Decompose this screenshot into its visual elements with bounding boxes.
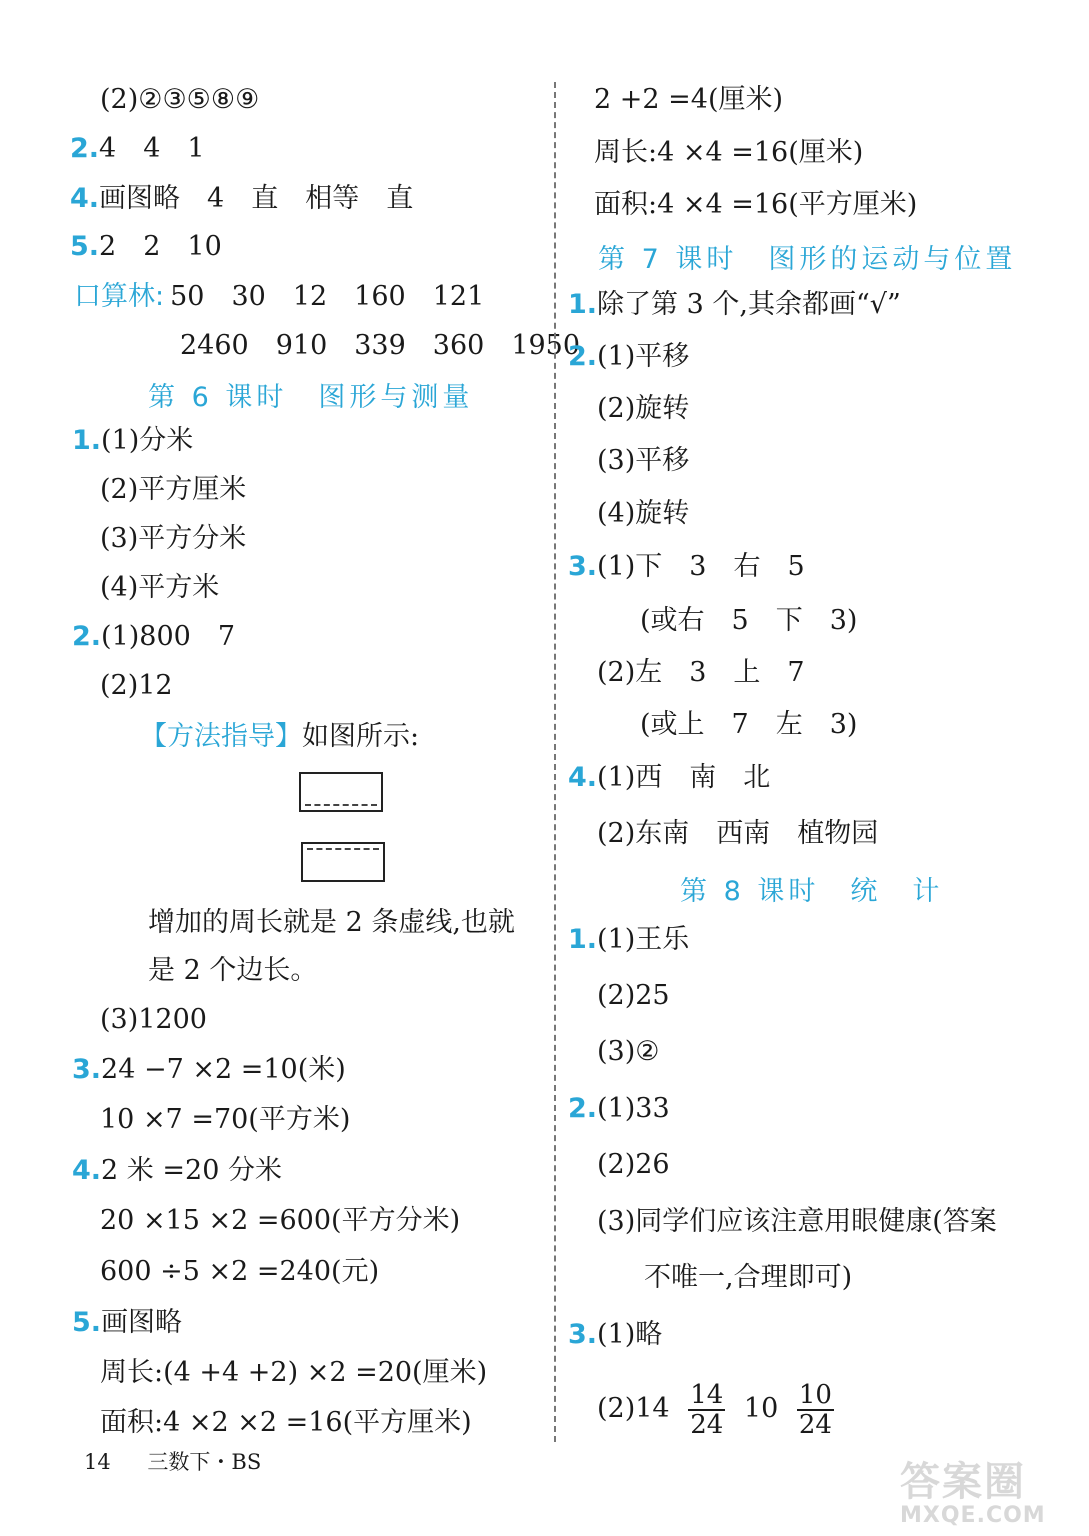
method-guide-line: 【方法指导】如图所示:	[140, 721, 420, 752]
lesson-heading: 第 7 课时 图形的运动与位置	[598, 244, 1017, 275]
answer-line: 2.(1)800 7	[72, 621, 236, 652]
answer-line: 2.(1)平移	[568, 341, 690, 372]
answer-line: (3)平移	[597, 445, 690, 476]
rectangle-figure-top	[299, 772, 383, 812]
answer-line: (或右 5 下 3)	[640, 605, 858, 636]
question-number: 5.	[72, 1307, 102, 1338]
question-number: 3.	[568, 551, 598, 582]
answer-line: 面积:4 ×2 ×2 =16(平方厘米)	[100, 1407, 472, 1438]
answer-line: 2 +2 =4(厘米)	[594, 84, 784, 115]
fraction: $\frac{14}{24}$	[690, 1379, 724, 1440]
question-number: 5.	[70, 231, 100, 262]
method-guide-label: 【方法指导】	[140, 721, 302, 752]
dashed-line	[305, 804, 377, 806]
question-number: 4.	[70, 183, 100, 214]
answer-line: 面积:4 ×4 =16(平方厘米)	[594, 189, 918, 220]
answer-line: (4)平方米	[100, 572, 220, 603]
answer-line: 周长:(4 +4 +2) ×2 =20(厘米)	[100, 1357, 488, 1388]
answer-line-fractions: (2)14 $\frac{14}{24}$ 10 $\frac{10}{24}$	[597, 1379, 832, 1440]
answer-line: 1.(1)王乐	[568, 924, 690, 955]
lesson-heading: 第 8 课时 统 计	[680, 876, 944, 907]
answer-line: 3.(1)略	[568, 1319, 663, 1350]
answer-line: 2.(1)33	[568, 1093, 670, 1124]
answer-line: (2)旋转	[597, 393, 690, 424]
answer-line: (2)东南 西南 植物园	[597, 818, 879, 849]
question-number: 1.	[568, 924, 598, 955]
answer-line: 5.画图略	[72, 1307, 183, 1338]
question-number: 2.	[568, 341, 598, 372]
question-number: 3.	[72, 1054, 102, 1085]
answer-line: 4.2 米 =20 分米	[72, 1155, 282, 1186]
question-number: 2.	[568, 1093, 598, 1124]
explanation-line: 是 2 个边长。	[148, 955, 318, 986]
answer-line: 3.24 −7 ×2 =10(米)	[72, 1054, 346, 1085]
explanation-line: 增加的周长就是 2 条虚线,也就	[148, 907, 515, 938]
page-footer	[84, 1448, 261, 1476]
column-divider	[554, 82, 556, 1442]
question-number: 2.	[72, 621, 102, 652]
answer-line: (3)1200	[100, 1004, 207, 1035]
question-number: 1.	[568, 289, 598, 320]
mental-math-label: 口算林:	[74, 281, 165, 312]
answer-line: (2)25	[597, 980, 670, 1011]
question-number: 2.	[70, 133, 100, 164]
question-number: 3.	[568, 1319, 598, 1350]
dashed-line	[307, 848, 379, 850]
answer-line: 不唯一,合理即可)	[644, 1262, 853, 1293]
answer-line: 10 ×7 =70(平方米)	[100, 1104, 351, 1135]
page-number: 14	[84, 1450, 111, 1474]
answer-line: (或上 7 左 3)	[640, 709, 858, 740]
answer-line: 20 ×15 ×2 =600(平方分米)	[100, 1205, 461, 1236]
answer-line: (2)平方厘米	[100, 474, 247, 505]
answer-line: 1.(1)分米	[72, 425, 194, 456]
fraction: $\frac{10}{24}$	[798, 1379, 832, 1440]
answer-line: (3)同学们应该注意用眼健康(答案	[597, 1206, 997, 1237]
book-label: 三数下・BS	[147, 1450, 262, 1474]
answer-line: 600 ÷5 ×2 =240(元)	[100, 1256, 380, 1287]
watermark-logo: 答案圈 MXQE.COM	[900, 1459, 1046, 1528]
answer-line: (2)②③⑤⑧⑨	[100, 84, 260, 115]
answer-line: 1.除了第 3 个,其余都画“√”	[568, 289, 901, 320]
answer-line: (2)26	[597, 1149, 670, 1180]
question-number: 4.	[72, 1155, 102, 1186]
answer-line: (2)12	[100, 670, 173, 701]
answer-line: 4.(1)西 南 北	[568, 762, 771, 793]
answer-line: (3)②	[597, 1036, 660, 1067]
answer-line: 5.2 2 10	[70, 231, 222, 262]
lesson-heading: 第 6 课时 图形与测量	[148, 382, 474, 413]
answer-line: (3)平方分米	[100, 523, 247, 554]
mental-math-line: 2460 910 339 360 1950	[180, 330, 581, 361]
answer-line: (2)左 3 上 7	[597, 657, 805, 688]
question-number: 4.	[568, 762, 598, 793]
answer-line: 3.(1)下 3 右 5	[568, 551, 805, 582]
answer-line: 2.4 4 1	[70, 133, 205, 164]
answer-line: 周长:4 ×4 =16(厘米)	[594, 137, 864, 168]
mental-math-line: 口算林: 50 30 12 160 121	[74, 281, 485, 312]
question-number: 1.	[72, 425, 102, 456]
rectangle-figure-bottom	[301, 842, 385, 882]
answer-line: 4.画图略 4 直 相等 直	[70, 183, 414, 214]
answer-line: (4)旋转	[597, 498, 690, 529]
